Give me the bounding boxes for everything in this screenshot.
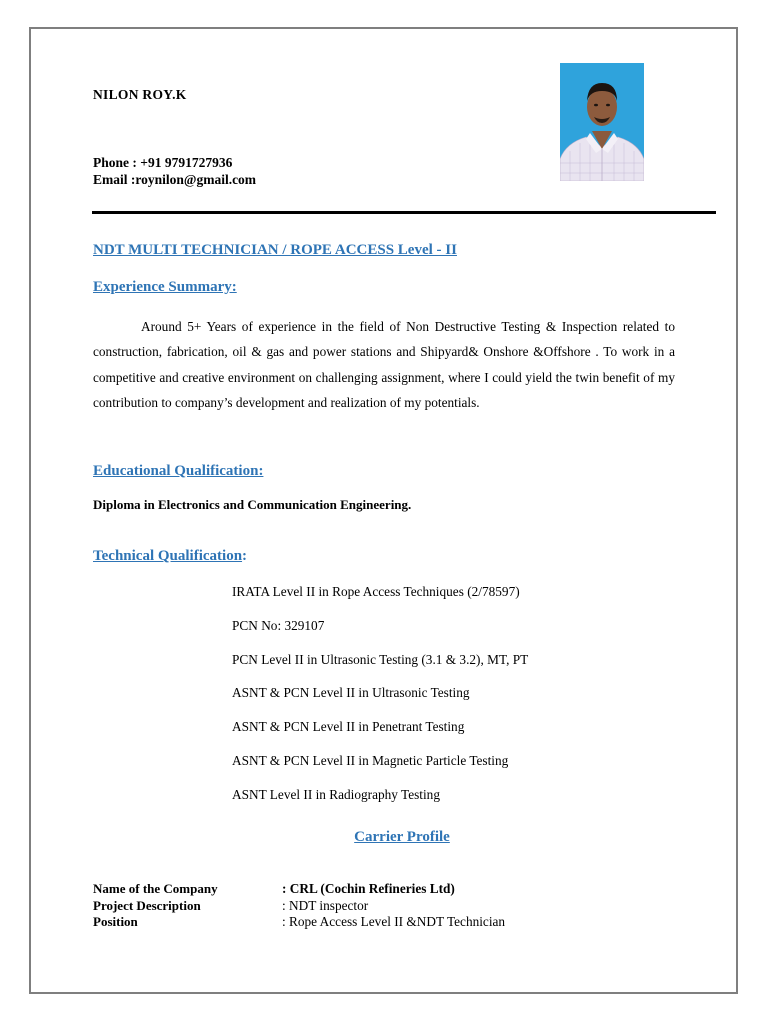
career-value-position: : Rope Access Level II &NDT Technician — [282, 914, 506, 929]
technical-heading-row — [93, 548, 247, 565]
candidate-name: NILON ROY.K — [93, 87, 187, 102]
career-label-position: Position — [93, 914, 138, 929]
qualification-item: PCN Level II in Ultrasonic Testing (3.1 & 3.2), MT, PT — [232, 652, 529, 667]
qualification-item: ASNT & PCN Level II in Magnetic Particle Testing — [232, 753, 509, 768]
experience-text: Around 5+ Years of experience in the field of Non Destructive Testing & Inspection related to construction, fabrication, oil & gas and power stations and Shipyard& Onshore &Offshore . To work in a competitive and creative environment on challenging assignment, where I could yield the twin benefit of my contribution to company’s development and realization of my potentials. — [93, 319, 675, 410]
email-line: Email :roynilon@gmail.com — [93, 172, 257, 187]
qualification-item: PCN No: 329107 — [232, 618, 325, 633]
career-heading: Carrier Profile — [354, 829, 450, 845]
profile-photo — [560, 63, 644, 181]
career-label-company: Name of the Company — [93, 881, 218, 896]
experience-heading: Experience Summary: — [93, 279, 237, 295]
education-text: Diploma in Electronics and Communication Engineering. — [93, 497, 412, 512]
qualification-item: ASNT Level II in Radiography Testing — [232, 787, 440, 802]
header-divider — [92, 211, 716, 214]
qualification-item: ASNT & PCN Level II in Penetrant Testing — [232, 719, 465, 734]
qualification-item: IRATA Level II in Rope Access Techniques (2/78597) — [232, 584, 520, 599]
technical-heading-colon: : — [242, 548, 248, 564]
contact-block — [93, 154, 256, 188]
phone-line: Phone : +91 9791727936 — [93, 155, 233, 170]
career-value-company: : CRL (Cochin Refineries Ltd) — [282, 881, 455, 896]
career-label-project: Project Description — [93, 898, 201, 913]
technical-heading: Technical Qualification — [93, 548, 243, 564]
qualification-item: ASNT & PCN Level II in Ultrasonic Testing — [232, 685, 470, 700]
person-photo-icon — [560, 63, 644, 181]
job-title: NDT MULTI TECHNICIAN / ROPE ACCESS Level - II — [93, 242, 457, 258]
career-value-project: : NDT inspector — [282, 898, 369, 913]
education-heading: Educational Qualification: — [93, 463, 264, 479]
